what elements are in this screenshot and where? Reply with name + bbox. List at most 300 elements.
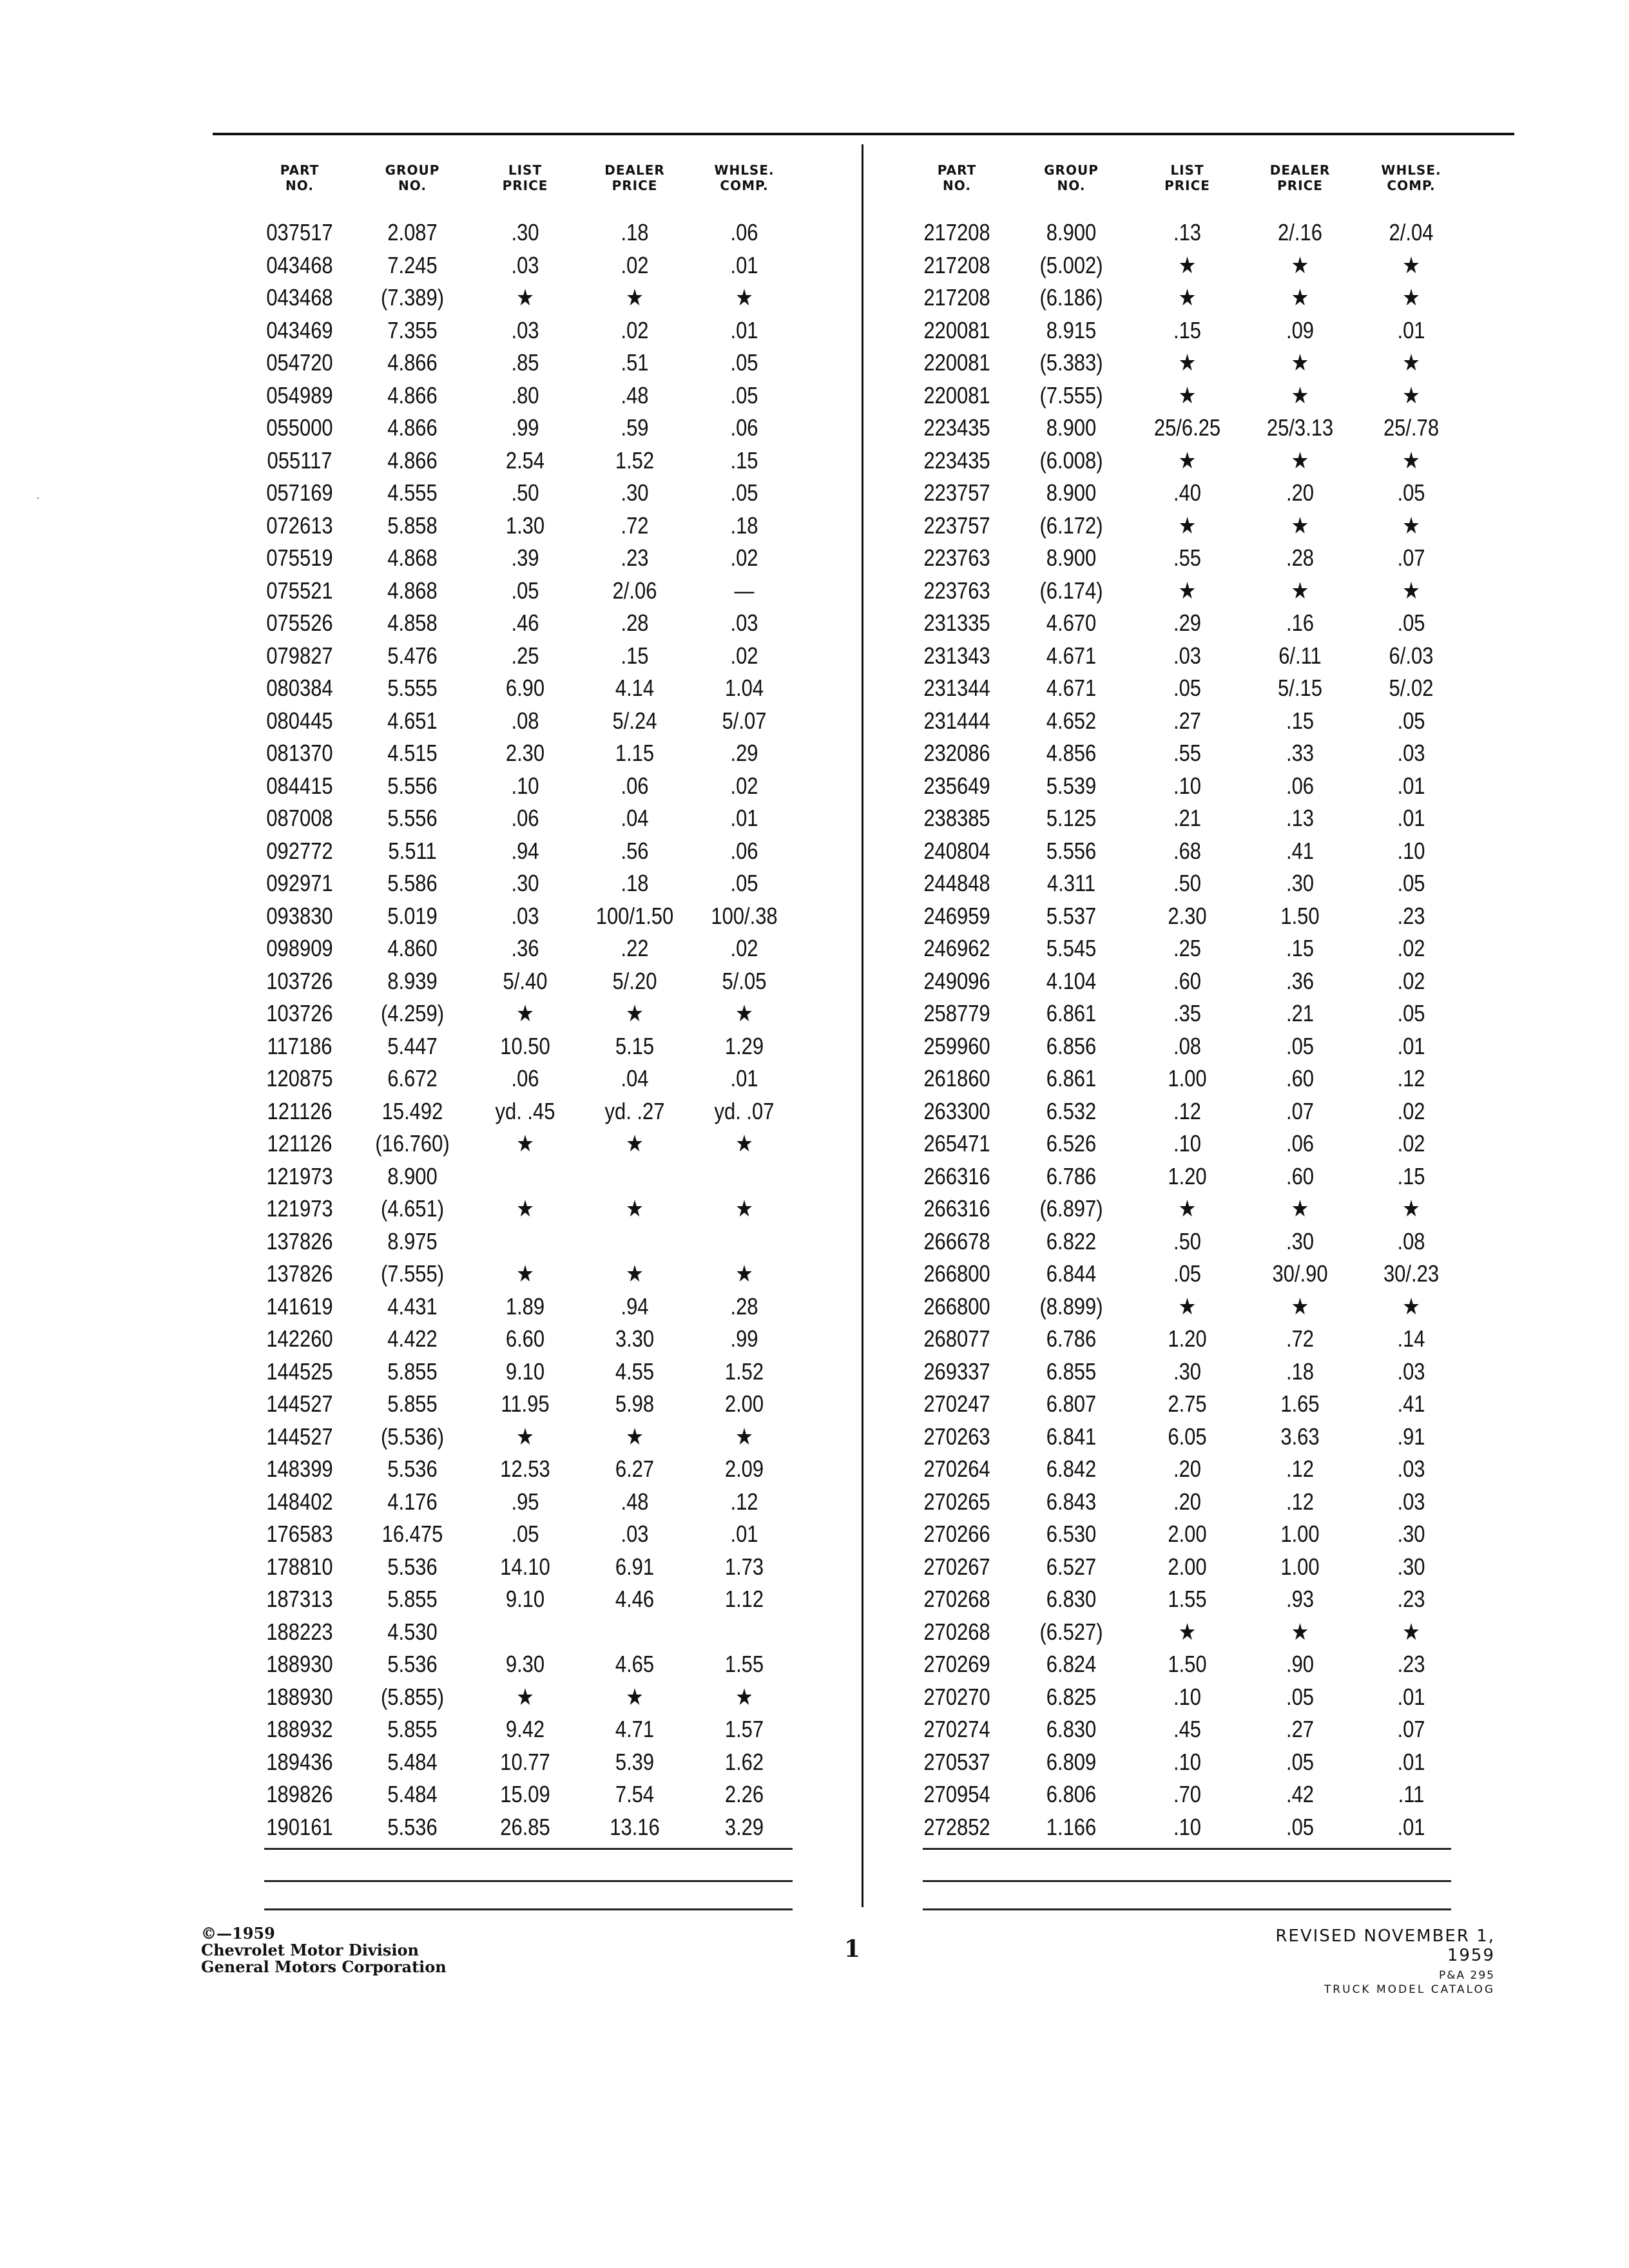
cell-part-no: 144525 (266, 1358, 333, 1385)
cell-group-no: 8.939 (387, 967, 438, 994)
cell-list-price: 2.30 (1168, 902, 1207, 929)
table-row (245, 965, 812, 998)
cell-dealer-price: ★ (1291, 1195, 1309, 1222)
cell-dealer-price: .06 (1286, 1130, 1315, 1157)
cell-part-no: 120875 (266, 1065, 333, 1092)
cell-list-price: .21 (1173, 805, 1202, 832)
table-row (902, 1486, 1482, 1519)
cell-group-no: 6.856 (1046, 1032, 1097, 1059)
cell-group-no: 4.311 (1046, 870, 1096, 897)
cell-part-no: 270263 (923, 1423, 990, 1450)
cell-dealer-price: 6.91 (615, 1553, 655, 1580)
cell-dealer-price: .18 (621, 870, 649, 897)
cell-group-no: 5.476 (387, 642, 438, 669)
cell-dealer-price: .04 (621, 805, 649, 832)
header-whlse-comp: WHLSE. COMP. (1381, 162, 1441, 193)
table-row (902, 1160, 1482, 1193)
catalog-name: TRUCK MODEL CATALOG (1324, 1983, 1495, 1996)
cell-list-price: .08 (511, 707, 539, 734)
table-row (245, 445, 812, 477)
cell-whlse-comp: .11 (1398, 1781, 1425, 1808)
cell-whlse-comp: .02 (1397, 935, 1425, 962)
cell-dealer-price: 13.16 (610, 1813, 660, 1840)
cell-group-no: 5.555 (387, 675, 438, 702)
cell-part-no: 054989 (266, 381, 333, 408)
table-row (902, 282, 1482, 314)
cell-list-price: ★ (516, 1130, 534, 1157)
table-row (902, 770, 1482, 803)
cell-part-no: 137826 (266, 1260, 333, 1287)
cell-list-price: .85 (511, 349, 539, 376)
cell-part-no: 121973 (266, 1195, 333, 1222)
cell-whlse-comp: .02 (730, 642, 758, 669)
cell-group-no: 6.843 (1046, 1488, 1097, 1515)
cell-part-no: 266800 (923, 1260, 990, 1287)
cell-dealer-price: .05 (1286, 1813, 1315, 1840)
cell-dealer-price: .20 (1286, 479, 1315, 506)
cell-dealer-price: .30 (1286, 1227, 1315, 1254)
table-row (245, 380, 812, 412)
cell-dealer-price: ★ (1291, 381, 1309, 408)
cell-dealer-price: .30 (621, 479, 649, 506)
cell-whlse-comp: .07 (1397, 544, 1425, 572)
cell-dealer-price: .07 (1286, 1097, 1315, 1124)
cell-part-no: 232086 (923, 740, 990, 767)
cell-part-no: 176583 (266, 1521, 333, 1548)
cell-whlse-comp: .01 (1397, 1748, 1425, 1775)
cell-list-price: ★ (1178, 447, 1197, 474)
cell-list-price: .46 (511, 610, 539, 637)
cell-dealer-price: .51 (621, 349, 649, 376)
table-row (245, 1128, 812, 1160)
cell-group-no: 4.856 (1046, 740, 1097, 767)
cell-group-no: (5.002) (1039, 251, 1103, 278)
cell-whlse-comp: ★ (1402, 1618, 1420, 1645)
cell-list-price: 1.55 (1168, 1586, 1207, 1613)
cell-group-no: 5.019 (387, 902, 438, 929)
cell-list-price: 5/.40 (503, 967, 548, 994)
cell-group-no: 4.866 (387, 447, 438, 474)
cell-whlse-comp: .01 (1397, 772, 1425, 799)
cell-list-price: .05 (511, 577, 539, 604)
cell-dealer-price: .28 (1286, 544, 1315, 572)
cell-whlse-comp: .05 (730, 870, 758, 897)
cell-list-price: 1.00 (1168, 1065, 1207, 1092)
table-row (902, 1095, 1482, 1128)
cell-list-price: ★ (1178, 1618, 1197, 1645)
cell-whlse-comp: ★ (1402, 1293, 1420, 1320)
cell-part-no: 270268 (923, 1586, 990, 1613)
cell-dealer-price: 5/.24 (612, 707, 657, 734)
table-row (902, 1453, 1482, 1486)
cell-part-no: 217208 (923, 284, 990, 311)
table-row (902, 672, 1482, 705)
cell-part-no: 188223 (266, 1618, 333, 1645)
cell-whlse-comp: 1.62 (724, 1748, 764, 1775)
table-row (902, 835, 1482, 868)
table-row (245, 1421, 812, 1454)
cell-dealer-price: 4.55 (615, 1358, 655, 1385)
cell-group-no: 4.515 (387, 740, 438, 767)
cell-part-no: 148402 (266, 1488, 333, 1515)
cell-whlse-comp: .02 (730, 935, 758, 962)
cell-whlse-comp: .01 (1397, 316, 1425, 343)
cell-list-price: .05 (1173, 1260, 1202, 1287)
cell-part-no: 141619 (266, 1293, 333, 1320)
cell-whlse-comp: .03 (1397, 1456, 1425, 1483)
cell-group-no: 6.825 (1046, 1683, 1097, 1710)
header-dealer-price: DEALER PRICE (1269, 162, 1331, 193)
cell-part-no: 231444 (923, 707, 990, 734)
cell-dealer-price: .15 (1286, 935, 1315, 962)
table-body (245, 216, 812, 1843)
cell-part-no: 266316 (923, 1162, 990, 1189)
table-row (245, 1062, 812, 1095)
cell-part-no: 103726 (266, 1000, 333, 1027)
cell-list-price: 6.05 (1168, 1423, 1207, 1450)
cell-whlse-comp: yd. .07 (714, 1097, 775, 1124)
table-row (902, 542, 1482, 575)
cell-group-no: 4.431 (387, 1293, 438, 1320)
cell-group-no: 6.786 (1046, 1325, 1097, 1352)
cell-list-price: .10 (1173, 1130, 1202, 1157)
cell-group-no: 4.422 (387, 1325, 438, 1352)
cell-dealer-price: .28 (621, 610, 649, 637)
cell-list-price: 2.75 (1168, 1390, 1207, 1418)
cell-group-no: (6.174) (1039, 577, 1103, 604)
table-row (245, 770, 812, 803)
cell-part-no: 270268 (923, 1618, 990, 1645)
cell-list-price: ★ (516, 1260, 534, 1287)
cell-whlse-comp: ★ (1402, 349, 1420, 376)
cell-dealer-price: 5/.20 (612, 967, 657, 994)
cell-list-price: ★ (1178, 349, 1197, 376)
cell-part-no: 238385 (923, 805, 990, 832)
cell-dealer-price: .05 (1286, 1748, 1315, 1775)
cell-list-price: .06 (511, 805, 539, 832)
cell-list-price: ★ (1178, 512, 1197, 539)
cell-group-no: 15.492 (381, 1097, 443, 1124)
cell-list-price: 26.85 (500, 1813, 550, 1840)
cell-list-price: .03 (1173, 642, 1202, 669)
cell-whlse-comp: .15 (730, 447, 758, 474)
cell-list-price: 9.10 (505, 1358, 545, 1385)
cell-group-no: 5.545 (1046, 935, 1097, 962)
cell-part-no: 080445 (266, 707, 333, 734)
cell-part-no: 268077 (923, 1325, 990, 1352)
header-list-price: LIST PRICE (502, 162, 548, 193)
cell-group-no: 4.671 (1046, 642, 1097, 669)
cell-whlse-comp: .14 (1397, 1325, 1425, 1352)
cell-group-no: 6.841 (1046, 1423, 1097, 1450)
table-header (902, 148, 1482, 193)
cell-whlse-comp: .01 (730, 1521, 758, 1548)
cell-list-price: ★ (516, 284, 534, 311)
table-row (245, 282, 812, 314)
cell-list-price: .27 (1173, 707, 1202, 734)
cell-part-no: 231335 (923, 610, 990, 637)
cell-part-no: 270270 (923, 1683, 990, 1710)
table-row (245, 1518, 812, 1551)
cell-dealer-price: .27 (1286, 1716, 1315, 1743)
cell-group-no: (6.008) (1039, 447, 1103, 474)
table-row (245, 216, 812, 249)
table-row (902, 900, 1482, 933)
cell-list-price: yd. .45 (495, 1097, 555, 1124)
cell-list-price: ★ (1178, 284, 1197, 311)
cell-whlse-comp: 25/.78 (1383, 414, 1440, 441)
table-row (245, 900, 812, 933)
table-row (245, 607, 812, 640)
cell-dealer-price: ★ (1291, 251, 1309, 278)
cell-whlse-comp: .12 (730, 1488, 758, 1515)
cell-group-no: 6.861 (1046, 1000, 1097, 1027)
blank-rule (264, 1908, 793, 1910)
cell-part-no: 217208 (923, 251, 990, 278)
table-row (245, 1095, 812, 1128)
cell-part-no: 223763 (923, 544, 990, 572)
cell-part-no: 189826 (266, 1781, 333, 1808)
cell-group-no: 4.176 (387, 1488, 438, 1515)
cell-whlse-comp: 2/.04 (1389, 219, 1434, 246)
table-row (245, 1746, 812, 1779)
cell-list-price: 1.20 (1168, 1162, 1207, 1189)
cell-group-no: 6.830 (1046, 1716, 1097, 1743)
table-header (245, 148, 812, 193)
cell-whlse-comp: .03 (1397, 740, 1425, 767)
cell-whlse-comp: ★ (1402, 284, 1420, 311)
table-row (245, 672, 812, 705)
cell-whlse-comp: ★ (1402, 381, 1420, 408)
cell-group-no: (6.897) (1039, 1195, 1103, 1222)
cell-whlse-comp: 5/.07 (722, 707, 767, 734)
cell-group-no: 6.527 (1046, 1553, 1097, 1580)
cell-dealer-price: ★ (1291, 1293, 1309, 1320)
cell-part-no: 055000 (266, 414, 333, 441)
cell-part-no: 121126 (267, 1097, 333, 1124)
cell-group-no: 5.511 (388, 837, 437, 864)
cell-part-no: 043468 (266, 284, 333, 311)
cell-list-price: .12 (1173, 1097, 1202, 1124)
header-group-no: GROUP NO. (385, 162, 440, 193)
cell-whlse-comp: .01 (730, 251, 758, 278)
cell-list-price: 1.50 (1168, 1651, 1207, 1678)
cell-whlse-comp: .02 (1397, 1097, 1425, 1124)
cell-whlse-comp: .30 (1397, 1521, 1425, 1548)
table-row (245, 802, 812, 835)
cell-group-no: 5.537 (1046, 902, 1097, 929)
cell-list-price: .50 (1173, 870, 1202, 897)
cell-list-price: .35 (1173, 1000, 1202, 1027)
table-row (245, 705, 812, 738)
cell-list-price: 6.90 (505, 675, 545, 702)
cell-list-price: .05 (511, 1521, 539, 1548)
cell-dealer-price: 25/3.13 (1266, 414, 1334, 441)
cell-dealer-price: .60 (1286, 1162, 1315, 1189)
table-row (902, 380, 1482, 412)
cell-dealer-price: .93 (1286, 1586, 1315, 1613)
cell-list-price: ★ (1178, 251, 1197, 278)
table-row (245, 542, 812, 575)
table-row (245, 997, 812, 1030)
cell-dealer-price: 1.00 (1280, 1521, 1320, 1548)
table-row (245, 314, 812, 347)
cell-part-no: 137826 (266, 1227, 333, 1254)
cell-dealer-price: .15 (1286, 707, 1315, 734)
cell-group-no: 5.858 (387, 512, 438, 539)
cell-group-no: 4.858 (387, 610, 438, 637)
table-row (245, 347, 812, 380)
table-row (902, 1713, 1482, 1746)
cell-group-no: 6.830 (1046, 1586, 1097, 1613)
table-row (902, 249, 1482, 282)
cell-whlse-comp: .41 (1397, 1390, 1425, 1418)
cell-list-price: .39 (511, 544, 539, 572)
cell-part-no: 188930 (266, 1683, 333, 1710)
table-row (245, 575, 812, 608)
table-body (902, 216, 1482, 1843)
cell-part-no: 246959 (923, 902, 990, 929)
cell-whlse-comp: 6/.03 (1389, 642, 1434, 669)
cell-part-no: 266678 (923, 1227, 990, 1254)
cell-group-no: 5.556 (387, 772, 438, 799)
cell-dealer-price: .33 (1286, 740, 1315, 767)
table-row (245, 1388, 812, 1421)
cell-part-no: 265471 (923, 1130, 990, 1157)
table-row (902, 607, 1482, 640)
cell-part-no: 246962 (923, 935, 990, 962)
table-row (902, 1421, 1482, 1454)
table-row (245, 510, 812, 543)
cell-part-no: 270266 (923, 1521, 990, 1548)
cell-dealer-price: .12 (1286, 1488, 1315, 1515)
cell-part-no: 055117 (267, 447, 333, 474)
cell-list-price: .05 (1173, 675, 1202, 702)
cell-dealer-price: .12 (1286, 1456, 1315, 1483)
cell-whlse-comp: 30/.23 (1383, 1260, 1440, 1287)
cell-list-price: .40 (1173, 479, 1202, 506)
cell-whlse-comp: 1.57 (724, 1716, 764, 1743)
table-row (902, 575, 1482, 608)
cell-list-price: .29 (1173, 610, 1202, 637)
cell-group-no: (7.555) (1039, 381, 1103, 408)
cell-list-price: .13 (1173, 219, 1202, 246)
cell-list-price: ★ (1178, 1195, 1197, 1222)
header-dealer-price: DEALER PRICE (604, 162, 665, 193)
cell-whlse-comp: — (734, 577, 755, 604)
cell-part-no: 144527 (266, 1390, 333, 1418)
cell-dealer-price: 6.27 (615, 1456, 655, 1483)
table-row (902, 1291, 1482, 1323)
cell-part-no: 261860 (923, 1065, 990, 1092)
cell-group-no: 6.809 (1046, 1748, 1097, 1775)
cell-dealer-price: 1.00 (1280, 1553, 1320, 1580)
cell-whlse-comp: 5/.05 (722, 967, 767, 994)
header-part-no: PART NO. (937, 162, 977, 193)
cell-group-no: 8.975 (387, 1227, 438, 1254)
cell-dealer-price: 4.14 (615, 675, 655, 702)
cell-part-no: 270274 (923, 1716, 990, 1743)
cell-whlse-comp: .05 (1397, 610, 1425, 637)
cell-dealer-price: 1.52 (615, 447, 655, 474)
cell-whlse-comp: .05 (1397, 1000, 1425, 1027)
table-row (902, 1616, 1482, 1649)
cell-whlse-comp: ★ (1402, 512, 1420, 539)
cell-part-no: 220081 (923, 316, 990, 343)
cell-group-no: 4.671 (1046, 675, 1097, 702)
cell-whlse-comp: .06 (730, 219, 758, 246)
cell-group-no: 8.915 (1046, 316, 1097, 343)
cell-list-price: .60 (1173, 967, 1202, 994)
cell-dealer-price: 3.63 (1280, 1423, 1320, 1450)
cell-whlse-comp: .05 (1397, 707, 1425, 734)
division-name: Chevrolet Motor Division (201, 1941, 419, 1959)
cell-dealer-price: .18 (621, 219, 649, 246)
cell-part-no: 223435 (923, 447, 990, 474)
table-row (902, 510, 1482, 543)
cell-whlse-comp: .01 (1397, 1813, 1425, 1840)
cell-part-no: 087008 (266, 805, 333, 832)
cell-whlse-comp: .91 (1397, 1423, 1425, 1450)
cell-group-no: 5.447 (387, 1032, 438, 1059)
cell-list-price: .95 (511, 1488, 539, 1515)
header-part-no: PART NO. (280, 162, 320, 193)
cell-list-price: ★ (516, 1423, 534, 1450)
cell-whlse-comp: .23 (1397, 1586, 1425, 1613)
cell-list-price: .80 (511, 381, 539, 408)
cell-whlse-comp: ★ (735, 1195, 753, 1222)
cell-list-price: 25/6.25 (1153, 414, 1221, 441)
table-row (902, 1648, 1482, 1681)
cell-dealer-price: .23 (621, 544, 649, 572)
cell-whlse-comp: .03 (730, 610, 758, 637)
cell-dealer-price: .60 (1286, 1065, 1315, 1092)
cell-list-price: ★ (1178, 1293, 1197, 1320)
cell-dealer-price: 4.65 (615, 1651, 655, 1678)
page-number: 1 (844, 1936, 861, 1963)
cell-whlse-comp: ★ (1402, 1195, 1420, 1222)
cell-group-no: 6.530 (1046, 1521, 1097, 1548)
cell-whlse-comp: .02 (730, 772, 758, 799)
cell-group-no: 7.355 (387, 316, 438, 343)
cell-list-price: .70 (1173, 1781, 1202, 1808)
table-row (902, 640, 1482, 673)
cell-whlse-comp: .30 (1397, 1553, 1425, 1580)
cell-group-no: 6.807 (1046, 1390, 1097, 1418)
table-row (902, 445, 1482, 477)
cell-whlse-comp: .06 (730, 414, 758, 441)
cell-dealer-price: .36 (1286, 967, 1315, 994)
catalog-code: P&A 295 (1439, 1969, 1495, 1982)
cell-part-no: 223763 (923, 577, 990, 604)
cell-list-price: .25 (1173, 935, 1202, 962)
cell-whlse-comp: .02 (1397, 1130, 1425, 1157)
cell-dealer-price: 30/.90 (1272, 1260, 1328, 1287)
cell-list-price: 6.60 (505, 1325, 545, 1352)
cell-part-no: 075519 (266, 544, 333, 572)
cell-whlse-comp: .01 (1397, 1683, 1425, 1710)
cell-list-price: 11.95 (501, 1390, 550, 1418)
blank-rule (923, 1848, 1451, 1850)
cell-list-price: 1.89 (505, 1293, 545, 1320)
cell-group-no: 5.855 (387, 1716, 438, 1743)
cell-group-no: 5.556 (1046, 837, 1097, 864)
blank-rule (923, 1880, 1451, 1882)
cell-group-no: 6.786 (1046, 1162, 1097, 1189)
table-row (902, 1583, 1482, 1616)
cell-list-price: .99 (511, 414, 539, 441)
cell-part-no: 079827 (266, 642, 333, 669)
